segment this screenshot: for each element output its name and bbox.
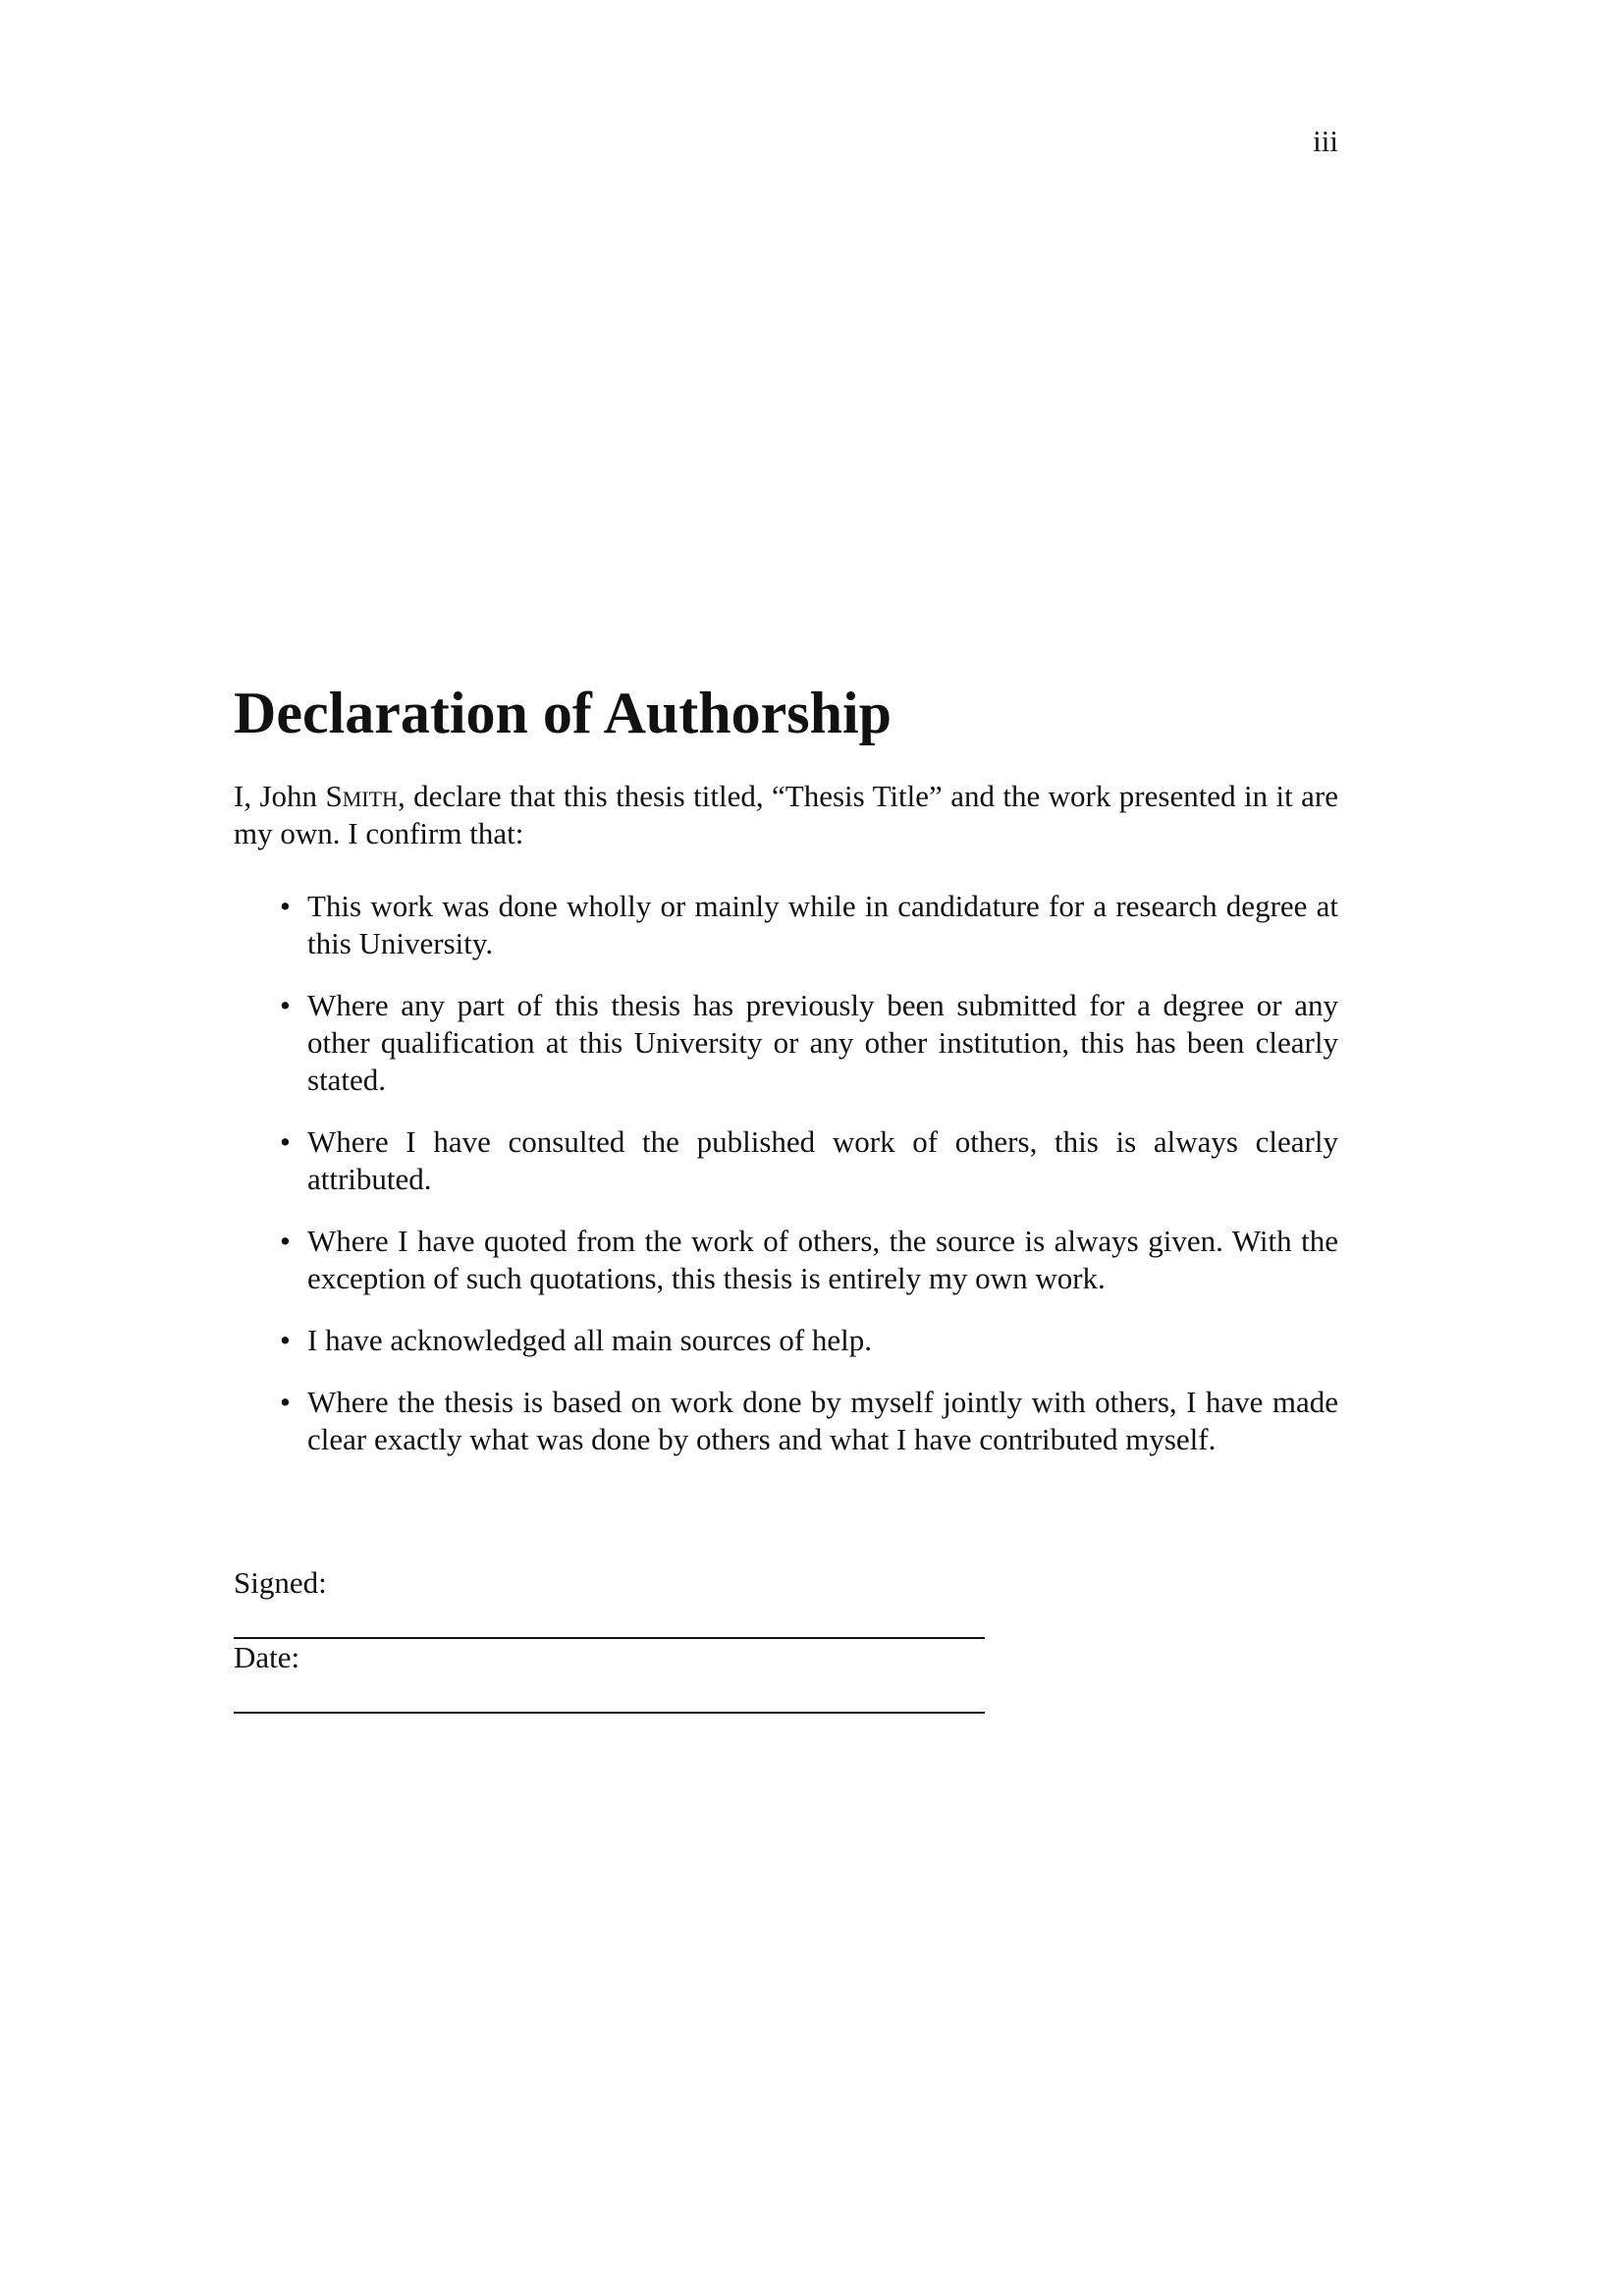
signed-label: Signed: [234, 1565, 327, 1600]
intro-suffix: , declare that this thesis titled, “Thesis Title” and the work presented in it are my own. I confirm that: [234, 779, 1338, 850]
intro-prefix: I, John [234, 779, 326, 813]
declaration-item-text: Where any part of this thesis has previously been submitted for a degree or any other qualification at this University or any other institution, this has been clearly stated. [307, 988, 1338, 1097]
author-surname: Smith [325, 779, 398, 813]
declaration-item-text: I have acknowledged all main sources of help. [307, 1323, 873, 1357]
list-item [234, 987, 1338, 1099]
declaration-section [234, 680, 1338, 1458]
bullet-icon: • [280, 1124, 291, 1159]
date-line [234, 1639, 985, 1714]
list-item [234, 1384, 1338, 1458]
declaration-item-text: This work was done wholly or mainly while in candidature for a research degree at this University. [307, 889, 1338, 960]
page-number: iii [1313, 124, 1338, 158]
bullet-icon: • [280, 988, 291, 1022]
page-title: Declaration of Authorship [234, 681, 893, 745]
signature-area [234, 1564, 985, 1714]
bullet-icon: • [280, 889, 291, 923]
declaration-item-text: Where the thesis is based on work done by myself jointly with others, I have made clear exactly what was done by others and what I have contributed myself. [307, 1385, 1338, 1456]
list-item [234, 888, 1338, 962]
bullet-icon: • [280, 1385, 291, 1419]
list-item [234, 1223, 1338, 1297]
declaration-intro [234, 778, 1338, 852]
declaration-list [234, 888, 1338, 1458]
list-item [234, 1322, 1338, 1359]
bullet-icon: • [280, 1323, 291, 1357]
list-item [234, 1123, 1338, 1198]
declaration-item-text: Where I have consulted the published work of others, this is always clearly attributed. [307, 1124, 1338, 1196]
bullet-icon: • [280, 1224, 291, 1258]
signed-line [234, 1564, 985, 1639]
date-label: Date: [234, 1640, 300, 1674]
declaration-item-text: Where I have quoted from the work of others, the source is always given. With the exception of such quotations, this thesis is entirely my own work. [307, 1224, 1338, 1295]
